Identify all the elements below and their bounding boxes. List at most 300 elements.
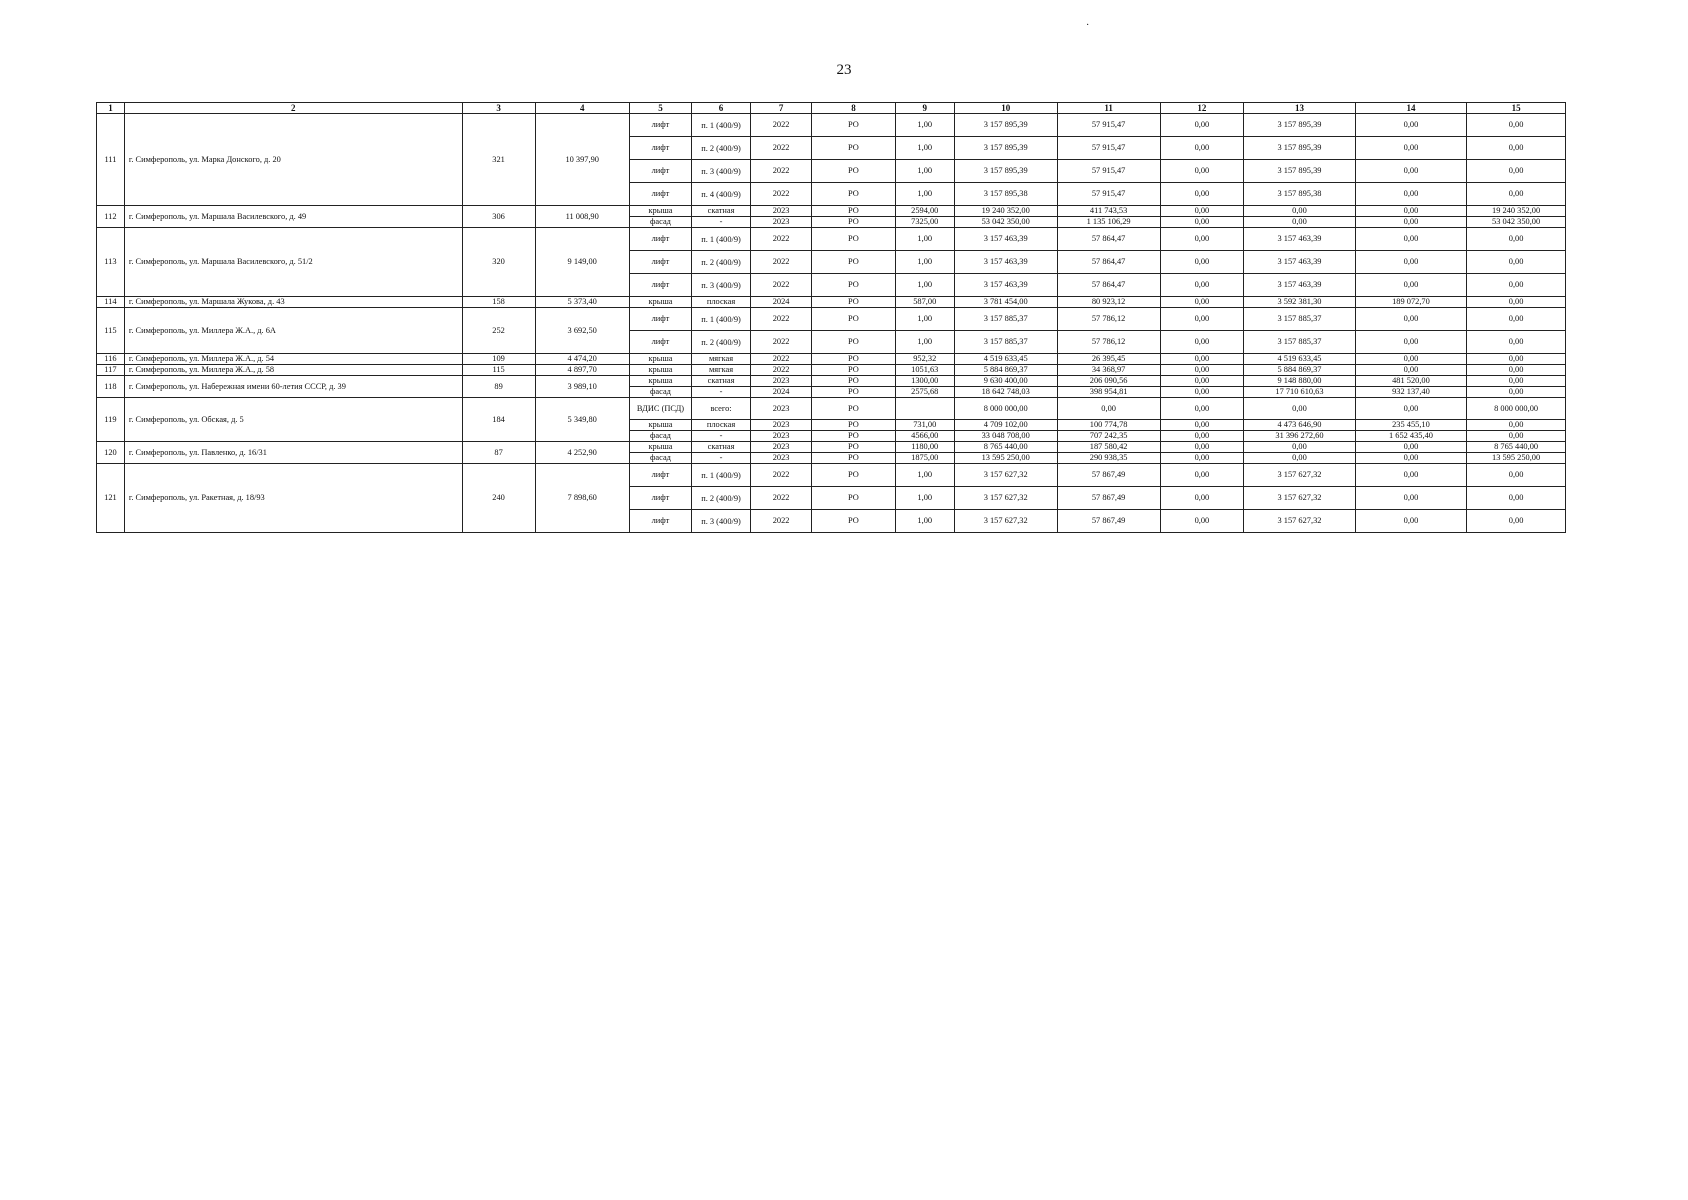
table-row <box>97 297 1566 308</box>
work-detail: скатная <box>692 376 751 387</box>
year: 2022 <box>751 308 812 331</box>
regional-funds: 3 157 895,39 <box>1244 160 1356 183</box>
total-cost: 8 765 440,00 <box>954 442 1057 453</box>
apartments-count: 240 <box>462 464 535 533</box>
work-type: крыша <box>629 376 691 387</box>
work-type: ВДИС (ПСД) <box>629 398 691 420</box>
table-row <box>97 308 1566 331</box>
executor: РО <box>812 376 896 387</box>
regional-funds: 3 157 463,39 <box>1244 228 1356 251</box>
executor: РО <box>812 206 896 217</box>
table-row <box>97 442 1566 453</box>
work-detail: п. 1 (400/9) <box>692 464 751 487</box>
executor: РО <box>812 137 896 160</box>
work-detail: плоская <box>692 420 751 431</box>
table-row <box>97 365 1566 376</box>
work-type: лифт <box>629 183 691 206</box>
regional-funds: 31 396 272,60 <box>1244 431 1356 442</box>
year: 2022 <box>751 274 812 297</box>
executor: РО <box>812 464 896 487</box>
row-number: 115 <box>97 308 125 354</box>
regional-funds: 4 519 633,45 <box>1244 354 1356 365</box>
object-address: г. Симферополь, ул. Маршала Василевского, д. 51/2 <box>124 228 462 297</box>
total-cost: 3 157 627,32 <box>954 510 1057 533</box>
work-type: лифт <box>629 160 691 183</box>
owner-funds: 0,00 <box>1467 137 1566 160</box>
cost-per-unit: 290 938,35 <box>1057 453 1160 464</box>
column-header: 10 <box>954 103 1057 114</box>
cost-per-unit: 1 135 106,29 <box>1057 217 1160 228</box>
total-cost: 3 157 885,37 <box>954 308 1057 331</box>
work-type: лифт <box>629 510 691 533</box>
work-type: фасад <box>629 431 691 442</box>
work-detail: п. 2 (400/9) <box>692 487 751 510</box>
total-cost: 3 157 895,39 <box>954 137 1057 160</box>
owner-funds: 19 240 352,00 <box>1467 206 1566 217</box>
owner-funds: 0,00 <box>1467 331 1566 354</box>
apartments-count: 252 <box>462 308 535 354</box>
volume: 1,00 <box>895 183 954 206</box>
column-header: 15 <box>1467 103 1566 114</box>
executor: РО <box>812 217 896 228</box>
object-address: г. Симферополь, ул. Маршала Жукова, д. 43 <box>124 297 462 308</box>
executor: РО <box>812 251 896 274</box>
column-header: 8 <box>812 103 896 114</box>
year: 2022 <box>751 251 812 274</box>
header-row <box>97 103 1566 114</box>
regional-funds: 3 157 627,32 <box>1244 510 1356 533</box>
total-area: 3 692,50 <box>535 308 629 354</box>
volume: 952,32 <box>895 354 954 365</box>
apartments-count: 320 <box>462 228 535 297</box>
table-row <box>97 206 1566 217</box>
total-area: 7 898,60 <box>535 464 629 533</box>
executor: РО <box>812 442 896 453</box>
work-detail: п. 4 (400/9) <box>692 183 751 206</box>
total-cost: 3 157 885,37 <box>954 331 1057 354</box>
cost-per-unit: 57 915,47 <box>1057 160 1160 183</box>
volume: 2594,00 <box>895 206 954 217</box>
local-funds: 0,00 <box>1355 137 1467 160</box>
federal-funds: 0,00 <box>1160 114 1244 137</box>
object-address: г. Симферополь, ул. Набережная имени 60-летия СССР, д. 39 <box>124 376 462 398</box>
regional-funds: 0,00 <box>1244 206 1356 217</box>
volume: 1,00 <box>895 137 954 160</box>
regional-funds: 0,00 <box>1244 453 1356 464</box>
volume: 1,00 <box>895 228 954 251</box>
cost-per-unit: 57 915,47 <box>1057 183 1160 206</box>
owner-funds: 8 000 000,00 <box>1467 398 1566 420</box>
year: 2022 <box>751 228 812 251</box>
regional-funds: 0,00 <box>1244 442 1356 453</box>
cost-per-unit: 57 786,12 <box>1057 331 1160 354</box>
total-cost: 3 157 463,39 <box>954 228 1057 251</box>
cost-per-unit: 57 786,12 <box>1057 308 1160 331</box>
owner-funds: 0,00 <box>1467 297 1566 308</box>
cost-per-unit: 57 915,47 <box>1057 114 1160 137</box>
table-row <box>97 114 1566 137</box>
cost-per-unit: 411 743,53 <box>1057 206 1160 217</box>
regional-funds: 3 157 895,39 <box>1244 137 1356 160</box>
total-cost: 4 519 633,45 <box>954 354 1057 365</box>
executor: РО <box>812 487 896 510</box>
apartments-count: 115 <box>462 365 535 376</box>
regional-funds: 3 157 463,39 <box>1244 274 1356 297</box>
work-detail: п. 1 (400/9) <box>692 114 751 137</box>
executor: РО <box>812 308 896 331</box>
total-cost: 18 642 748,03 <box>954 387 1057 398</box>
regional-funds: 3 157 627,32 <box>1244 487 1356 510</box>
work-detail: п. 3 (400/9) <box>692 160 751 183</box>
year: 2024 <box>751 387 812 398</box>
local-funds: 0,00 <box>1355 331 1467 354</box>
page-number: 23 <box>836 62 852 78</box>
column-header: 1 <box>97 103 125 114</box>
total-area: 4 474,20 <box>535 354 629 365</box>
federal-funds: 0,00 <box>1160 274 1244 297</box>
work-detail: п. 2 (400/9) <box>692 331 751 354</box>
object-address: г. Симферополь, ул. Миллера Ж.А., д. 6А <box>124 308 462 354</box>
column-header: 9 <box>895 103 954 114</box>
work-detail: - <box>692 453 751 464</box>
owner-funds: 0,00 <box>1467 431 1566 442</box>
executor: РО <box>812 365 896 376</box>
local-funds: 0,00 <box>1355 160 1467 183</box>
work-type: крыша <box>629 206 691 217</box>
total-cost: 3 157 895,38 <box>954 183 1057 206</box>
year: 2023 <box>751 376 812 387</box>
total-cost: 33 048 708,00 <box>954 431 1057 442</box>
executor: РО <box>812 228 896 251</box>
local-funds: 0,00 <box>1355 183 1467 206</box>
work-type: крыша <box>629 365 691 376</box>
regional-funds: 9 148 880,00 <box>1244 376 1356 387</box>
federal-funds: 0,00 <box>1160 464 1244 487</box>
column-header: 2 <box>124 103 462 114</box>
object-address: г. Симферополь, ул. Ракетная, д. 18/93 <box>124 464 462 533</box>
cost-per-unit: 398 954,81 <box>1057 387 1160 398</box>
cost-per-unit: 0,00 <box>1057 398 1160 420</box>
work-type: крыша <box>629 297 691 308</box>
cost-per-unit: 57 864,47 <box>1057 274 1160 297</box>
table-row <box>97 376 1566 387</box>
executor: РО <box>812 114 896 137</box>
volume: 1300,00 <box>895 376 954 387</box>
year: 2023 <box>751 206 812 217</box>
cost-per-unit: 57 867,49 <box>1057 464 1160 487</box>
local-funds: 0,00 <box>1355 228 1467 251</box>
federal-funds: 0,00 <box>1160 420 1244 431</box>
work-detail: мягкая <box>692 354 751 365</box>
work-detail: мягкая <box>692 365 751 376</box>
year: 2022 <box>751 510 812 533</box>
regional-funds: 0,00 <box>1244 398 1356 420</box>
federal-funds: 0,00 <box>1160 387 1244 398</box>
table-row <box>97 398 1566 420</box>
object-address: г. Симферополь, ул. Маршала Василевского, д. 49 <box>124 206 462 228</box>
column-header: 5 <box>629 103 691 114</box>
work-type: лифт <box>629 228 691 251</box>
owner-funds: 0,00 <box>1467 420 1566 431</box>
volume: 7325,00 <box>895 217 954 228</box>
year: 2024 <box>751 297 812 308</box>
volume: 1180,00 <box>895 442 954 453</box>
local-funds: 0,00 <box>1355 206 1467 217</box>
total-cost: 4 709 102,00 <box>954 420 1057 431</box>
object-address: г. Симферополь, ул. Миллера Ж.А., д. 54 <box>124 354 462 365</box>
work-detail: скатная <box>692 442 751 453</box>
row-number: 119 <box>97 398 125 442</box>
federal-funds: 0,00 <box>1160 228 1244 251</box>
volume: 1,00 <box>895 464 954 487</box>
regional-funds: 3 157 895,39 <box>1244 114 1356 137</box>
volume: 1875,00 <box>895 453 954 464</box>
regional-funds: 4 473 646,90 <box>1244 420 1356 431</box>
total-cost: 53 042 350,00 <box>954 217 1057 228</box>
total-cost: 5 884 869,37 <box>954 365 1057 376</box>
total-cost: 13 595 250,00 <box>954 453 1057 464</box>
work-type: лифт <box>629 464 691 487</box>
volume <box>895 398 954 420</box>
total-area: 4 252,90 <box>535 442 629 464</box>
work-type: фасад <box>629 387 691 398</box>
regional-funds: 0,00 <box>1244 217 1356 228</box>
register-table <box>96 102 1566 533</box>
work-detail: плоская <box>692 297 751 308</box>
work-detail: п. 3 (400/9) <box>692 274 751 297</box>
executor: РО <box>812 420 896 431</box>
cost-per-unit: 34 368,97 <box>1057 365 1160 376</box>
federal-funds: 0,00 <box>1160 398 1244 420</box>
total-area: 5 373,40 <box>535 297 629 308</box>
federal-funds: 0,00 <box>1160 308 1244 331</box>
apartments-count: 89 <box>462 376 535 398</box>
local-funds: 0,00 <box>1355 354 1467 365</box>
year: 2023 <box>751 420 812 431</box>
column-header: 6 <box>692 103 751 114</box>
owner-funds: 0,00 <box>1467 354 1566 365</box>
owner-funds: 0,00 <box>1467 365 1566 376</box>
work-detail: п. 3 (400/9) <box>692 510 751 533</box>
volume: 587,00 <box>895 297 954 308</box>
federal-funds: 0,00 <box>1160 137 1244 160</box>
row-number: 118 <box>97 376 125 398</box>
object-address: г. Симферополь, ул. Марка Донского, д. 20 <box>124 114 462 206</box>
federal-funds: 0,00 <box>1160 331 1244 354</box>
owner-funds: 0,00 <box>1467 114 1566 137</box>
total-cost: 19 240 352,00 <box>954 206 1057 217</box>
volume: 2575,68 <box>895 387 954 398</box>
year: 2022 <box>751 137 812 160</box>
work-type: лифт <box>629 308 691 331</box>
local-funds: 0,00 <box>1355 487 1467 510</box>
total-cost: 9 630 400,00 <box>954 376 1057 387</box>
local-funds: 0,00 <box>1355 510 1467 533</box>
local-funds: 0,00 <box>1355 274 1467 297</box>
local-funds: 0,00 <box>1355 308 1467 331</box>
total-cost: 3 157 463,39 <box>954 274 1057 297</box>
total-area: 9 149,00 <box>535 228 629 297</box>
object-address: г. Симферополь, ул. Миллера Ж.А., д. 58 <box>124 365 462 376</box>
cost-per-unit: 57 867,49 <box>1057 487 1160 510</box>
owner-funds: 0,00 <box>1467 183 1566 206</box>
work-detail: п. 2 (400/9) <box>692 137 751 160</box>
total-area: 4 897,70 <box>535 365 629 376</box>
owner-funds: 13 595 250,00 <box>1467 453 1566 464</box>
owner-funds: 0,00 <box>1467 464 1566 487</box>
federal-funds: 0,00 <box>1160 431 1244 442</box>
owner-funds: 0,00 <box>1467 308 1566 331</box>
local-funds: 0,00 <box>1355 453 1467 464</box>
owner-funds: 0,00 <box>1467 274 1566 297</box>
volume: 4566,00 <box>895 431 954 442</box>
cost-per-unit: 57 864,47 <box>1057 228 1160 251</box>
work-detail: п. 2 (400/9) <box>692 251 751 274</box>
apartments-count: 109 <box>462 354 535 365</box>
regional-funds: 3 592 381,30 <box>1244 297 1356 308</box>
executor: РО <box>812 398 896 420</box>
executor: РО <box>812 274 896 297</box>
column-header: 3 <box>462 103 535 114</box>
volume: 731,00 <box>895 420 954 431</box>
apartments-count: 184 <box>462 398 535 442</box>
work-type: лифт <box>629 487 691 510</box>
cost-per-unit: 80 923,12 <box>1057 297 1160 308</box>
regional-funds: 3 157 885,37 <box>1244 331 1356 354</box>
apartments-count: 87 <box>462 442 535 464</box>
volume: 1,00 <box>895 251 954 274</box>
local-funds: 0,00 <box>1355 114 1467 137</box>
federal-funds: 0,00 <box>1160 217 1244 228</box>
total-cost: 3 157 895,39 <box>954 114 1057 137</box>
federal-funds: 0,00 <box>1160 354 1244 365</box>
year: 2022 <box>751 331 812 354</box>
regional-funds: 3 157 627,32 <box>1244 464 1356 487</box>
work-detail: всего: <box>692 398 751 420</box>
work-type: крыша <box>629 442 691 453</box>
volume: 1,00 <box>895 274 954 297</box>
work-detail: - <box>692 431 751 442</box>
work-detail: скатная <box>692 206 751 217</box>
cost-per-unit: 57 864,47 <box>1057 251 1160 274</box>
local-funds: 0,00 <box>1355 442 1467 453</box>
executor: РО <box>812 453 896 464</box>
owner-funds: 0,00 <box>1467 376 1566 387</box>
owner-funds: 0,00 <box>1467 251 1566 274</box>
volume: 1,00 <box>895 308 954 331</box>
apartments-count: 321 <box>462 114 535 206</box>
column-header: 4 <box>535 103 629 114</box>
owner-funds: 0,00 <box>1467 160 1566 183</box>
cost-per-unit: 206 090,56 <box>1057 376 1160 387</box>
owner-funds: 0,00 <box>1467 387 1566 398</box>
local-funds: 0,00 <box>1355 365 1467 376</box>
row-number: 121 <box>97 464 125 533</box>
year: 2023 <box>751 442 812 453</box>
cost-per-unit: 707 242,35 <box>1057 431 1160 442</box>
object-address: г. Симферополь, ул. Обская, д. 5 <box>124 398 462 442</box>
total-area: 5 349,80 <box>535 398 629 442</box>
work-type: лифт <box>629 331 691 354</box>
volume: 1,00 <box>895 510 954 533</box>
local-funds: 0,00 <box>1355 217 1467 228</box>
total-cost: 3 157 463,39 <box>954 251 1057 274</box>
year: 2022 <box>751 464 812 487</box>
regional-funds: 3 157 463,39 <box>1244 251 1356 274</box>
local-funds: 932 137,40 <box>1355 387 1467 398</box>
regional-funds: 3 157 895,38 <box>1244 183 1356 206</box>
total-cost: 3 157 627,32 <box>954 464 1057 487</box>
executor: РО <box>812 510 896 533</box>
row-number: 113 <box>97 228 125 297</box>
regional-funds: 3 157 885,37 <box>1244 308 1356 331</box>
federal-funds: 0,00 <box>1160 206 1244 217</box>
local-funds: 0,00 <box>1355 464 1467 487</box>
volume: 1,00 <box>895 487 954 510</box>
work-detail: п. 1 (400/9) <box>692 228 751 251</box>
total-cost: 8 000 000,00 <box>954 398 1057 420</box>
year: 2022 <box>751 487 812 510</box>
row-number: 116 <box>97 354 125 365</box>
work-detail: п. 1 (400/9) <box>692 308 751 331</box>
federal-funds: 0,00 <box>1160 160 1244 183</box>
federal-funds: 0,00 <box>1160 487 1244 510</box>
owner-funds: 8 765 440,00 <box>1467 442 1566 453</box>
column-header: 12 <box>1160 103 1244 114</box>
volume: 1,00 <box>895 114 954 137</box>
row-number: 111 <box>97 114 125 206</box>
row-number: 120 <box>97 442 125 464</box>
year: 2022 <box>751 365 812 376</box>
work-detail: - <box>692 387 751 398</box>
total-cost: 3 781 454,00 <box>954 297 1057 308</box>
regional-funds: 5 884 869,37 <box>1244 365 1356 376</box>
year: 2023 <box>751 217 812 228</box>
executor: РО <box>812 297 896 308</box>
year: 2023 <box>751 398 812 420</box>
local-funds: 189 072,70 <box>1355 297 1467 308</box>
executor: РО <box>812 431 896 442</box>
cost-per-unit: 57 915,47 <box>1057 137 1160 160</box>
work-type: лифт <box>629 137 691 160</box>
regional-funds: 17 710 610,63 <box>1244 387 1356 398</box>
apartments-count: 306 <box>462 206 535 228</box>
table-row <box>97 464 1566 487</box>
work-type: лифт <box>629 274 691 297</box>
row-number: 112 <box>97 206 125 228</box>
federal-funds: 0,00 <box>1160 183 1244 206</box>
federal-funds: 0,00 <box>1160 365 1244 376</box>
local-funds: 1 652 435,40 <box>1355 431 1467 442</box>
work-type: фасад <box>629 453 691 464</box>
year: 2022 <box>751 183 812 206</box>
total-area: 11 008,90 <box>535 206 629 228</box>
table-row <box>97 228 1566 251</box>
corner-mark: · <box>1086 20 1090 31</box>
column-header: 11 <box>1057 103 1160 114</box>
work-type: лифт <box>629 114 691 137</box>
work-detail: - <box>692 217 751 228</box>
column-header: 13 <box>1244 103 1356 114</box>
volume: 1,00 <box>895 331 954 354</box>
volume: 1051,63 <box>895 365 954 376</box>
work-type: лифт <box>629 251 691 274</box>
executor: РО <box>812 183 896 206</box>
local-funds: 235 455,10 <box>1355 420 1467 431</box>
object-address: г. Симферополь, ул. Павленко, д. 16/31 <box>124 442 462 464</box>
year: 2022 <box>751 160 812 183</box>
column-header: 14 <box>1355 103 1467 114</box>
